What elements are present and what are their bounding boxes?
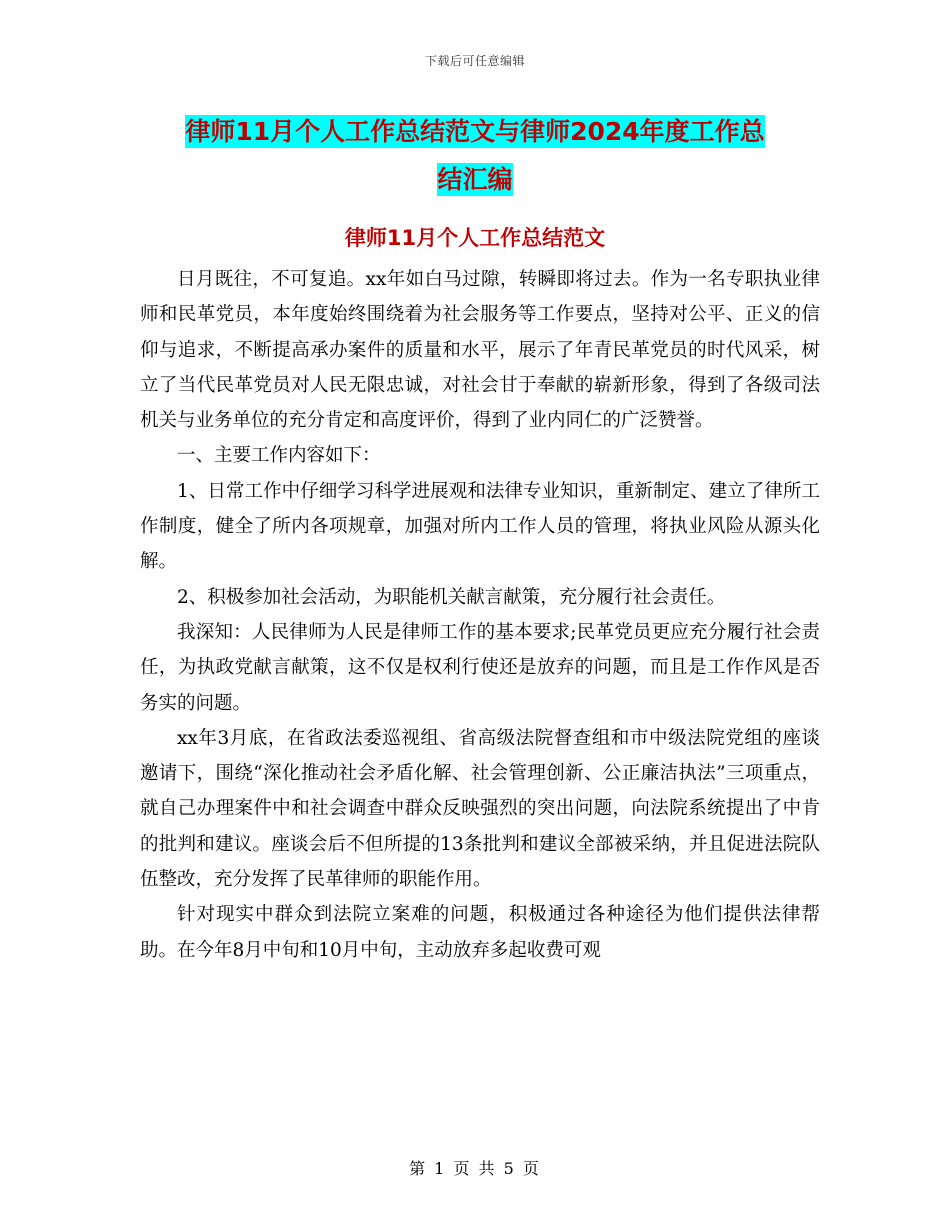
title-highlight-line-2: 结汇编 [437, 165, 513, 194]
page-number: 第 1 页 共 5 页 [409, 1159, 541, 1178]
document-title-line-1 [0, 108, 950, 156]
paragraph: 2、积极参加社会活动，为职能机关献言献策，充分履行社会责任。 [177, 586, 726, 608]
document-title-line-2 [0, 156, 950, 204]
section-title: 律师11月个人工作总结范文 [344, 226, 606, 250]
paragraph: 1、日常工作中仔细学习科学进展观和法律专业知识，重新制定、建立了律所工作制度，健全了所内各项规章，加强对所内工作人员的管理，将执业风险从源头化解。 [140, 480, 820, 573]
paragraph: 日月既往，不可复追。xx年如白马过隙，转瞬即将过去。作为一名专职执业律师和民革党员，本年度始终围绕着为社会服务等工作要点，坚持对公平、正义的信仰与追求，不断提高承办案件的质量和水平，展示了年青民革党员的时代风采，树立了当代民革党员对人民无限忠诚，对社会甘于奉献的崭新形象，得到了各级司法机关与业务单位的充分肯定和高度评价，得到了业内同仁的广泛赞誉。 [140, 269, 820, 432]
paragraph: xx年3月底，在省政法委巡视组、省高级法院督查组和市中级法院党组的座谈邀请下，围绕“深化推动社会矛盾化解、社会管理创新、公正廉洁执法”三项重点，就自己办理案件中和社会调查中群众反映强烈的突出问题，向法院系统提出了中肯的批判和建议。座谈会后不但所提的13条批判和建议全部被采纳，并且促进法院队伍整改，充分发挥了民革律师的职能作用。 [140, 727, 820, 891]
document-body [140, 262, 820, 968]
paragraph: 针对现实中群众到法院立案难的问题，积极通过各种途径为他们提供法律帮助。在今年8月中旬和10月中旬，主动放弃多起收费可观 [140, 904, 820, 961]
title-highlight-line-1: 律师11月个人工作总结范文与律师2024年度工作总 [185, 117, 765, 146]
paragraph: 一、主要工作内容如下： [177, 445, 381, 467]
document-title [0, 108, 950, 204]
page-header-note: 下载后可任意编辑 [424, 54, 525, 68]
paragraph: 我深知：人民律师为人民是律师工作的基本要求;民革党员更应充分履行社会责任，为执政党献言献策，这不仅是权利行使还是放弃的问题，而且是工作作风是否务实的问题。 [140, 621, 820, 714]
